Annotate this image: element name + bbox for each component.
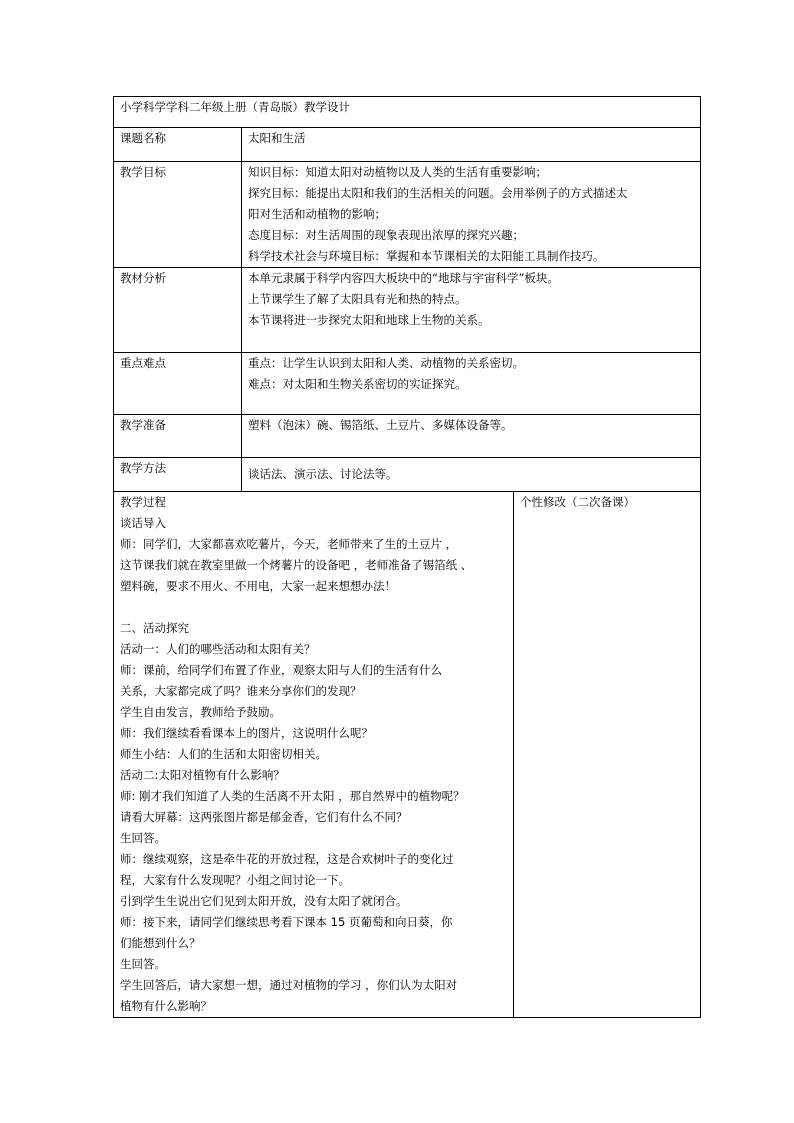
process-line: 这节课我们就在教室里做一个烤薯片的设备吧 ，老师准备了锡箔纸 、 bbox=[120, 558, 473, 572]
content-line: 难点：对太阳和生物关系密切的实证探究。 bbox=[248, 377, 467, 391]
content-line: 态度目标：对生活周围的现象表现出浓厚的探究兴趣； bbox=[248, 228, 524, 242]
side-notes bbox=[514, 492, 701, 1018]
row-content bbox=[242, 458, 701, 492]
row-label: 教学目标 bbox=[114, 162, 242, 268]
row-label: 重点难点 bbox=[114, 353, 242, 415]
row-objectives bbox=[114, 162, 701, 268]
process-line: 引到学生生说出它们见到太阳开放，没有太阳了就闭合。 bbox=[120, 894, 408, 908]
process-line: 师：同学们，大家都喜欢吃薯片，今天，老师带来了生的土豆片 ， bbox=[120, 537, 458, 551]
process-line: 关系，大家都完成了吗？谁来分享你们的发现？ bbox=[120, 684, 362, 698]
content-line: 上节课学生了解了太阳具有光和热的特点。 bbox=[248, 292, 467, 306]
process-line bbox=[120, 597, 513, 618]
process-line: 生回答。 bbox=[120, 957, 166, 971]
row-material-analysis bbox=[114, 268, 701, 353]
process-line: 们能想到什么？ bbox=[120, 936, 201, 950]
process-line: 师: 刚才我们知道了人类的生活离不开太阳 ，那自然界中的植物呢？ bbox=[120, 789, 465, 803]
row-process bbox=[114, 492, 701, 1018]
process-line: 活动一：人们的哪些活动和太阳有关？ bbox=[120, 642, 316, 656]
process-line: 师：我们继续看看课本上的图片，这说明什么呢？ bbox=[120, 726, 373, 740]
row-topic bbox=[114, 128, 701, 162]
process-content bbox=[114, 492, 514, 1018]
content-line: 塑料（泡沫）碗、锡箔纸、土豆片、多媒体设备等。 bbox=[248, 418, 513, 432]
row-content bbox=[242, 268, 701, 353]
document-title: 小学科学学科二年级上册（青岛版）教学设计 bbox=[114, 97, 701, 128]
content-line: 科学技术社会与环境目标：掌握和本节课相关的太阳能工具制作技巧。 bbox=[248, 249, 605, 263]
content-line: 太阳和生活 bbox=[248, 131, 306, 145]
row-preparation bbox=[114, 415, 701, 458]
content-line: 知识目标：知道太阳对动植物以及人类的生活有重要影响； bbox=[248, 165, 547, 179]
row-content bbox=[242, 162, 701, 268]
row-content bbox=[242, 353, 701, 415]
process-line: 学生回答后，请大家想一想，通过对植物的学习 ，你们认为太阳对 bbox=[120, 978, 458, 992]
process-line: 植物有什么影响？ bbox=[120, 999, 212, 1013]
process-line: 师：接下来，请同学们继续思考看下课本 15 页葡萄和向日葵，你 bbox=[120, 915, 453, 929]
process-line: 教学过程 bbox=[120, 495, 166, 509]
process-line: 学生自由发言，教师给予鼓励。 bbox=[120, 705, 281, 719]
content-line: 本节课将进一步探究太阳和地球上生物的关系。 bbox=[248, 313, 490, 327]
process-line: 二、活动探究 bbox=[120, 621, 189, 635]
row-label: 课题名称 bbox=[114, 128, 242, 162]
process-line: 请看大屏幕：这两张图片都是郁金香，它们有什么不同？ bbox=[120, 810, 408, 824]
row-key-points bbox=[114, 353, 701, 415]
process-line: 活动二:太阳对植物有什么影响？ bbox=[120, 768, 285, 782]
row-content bbox=[242, 415, 701, 458]
row-label: 教学方法 bbox=[114, 458, 242, 492]
process-line: 师：课前，给同学们布置了作业，观察太阳与人们的生活有什么 bbox=[120, 663, 442, 677]
content-line: 谈话法、演示法、讨论法等。 bbox=[248, 467, 398, 481]
process-line: 谈话导入 bbox=[120, 516, 166, 530]
process-line: 生回答。 bbox=[120, 831, 166, 845]
lesson-plan-table bbox=[113, 96, 701, 1018]
process-line: 师生小结：人们的生活和太阳密切相关。 bbox=[120, 747, 327, 761]
row-methods bbox=[114, 458, 701, 492]
row-label: 教材分析 bbox=[114, 268, 242, 353]
process-line: 塑料碗，要求不用火、不用电，大家一起来想想办法！ bbox=[120, 579, 396, 593]
row-content bbox=[242, 128, 701, 162]
row-label: 教学准备 bbox=[114, 415, 242, 458]
process-line: 师：继续观察，这是牵牛花的开放过程，这是合欢树叶子的变化过 bbox=[120, 852, 454, 866]
content-line: 重点：让学生认识到太阳和人类、动植物的关系密切。 bbox=[248, 356, 524, 370]
content-line: 本单元隶属于科学内容四大板块中的“地球与宇宙科学”板块。 bbox=[248, 271, 559, 285]
side-notes-label: 个性修改（二次备课） bbox=[520, 495, 635, 509]
content-line: 阳对生活和动植物的影响； bbox=[248, 207, 386, 221]
process-line: 程，大家有什么发现呢？小组之间讨论一下。 bbox=[120, 873, 350, 887]
content-line: 探究目标：能提出太阳和我们的生活相关的问题。会用举例子的方式描述太 bbox=[248, 186, 628, 200]
title-row bbox=[114, 97, 701, 128]
